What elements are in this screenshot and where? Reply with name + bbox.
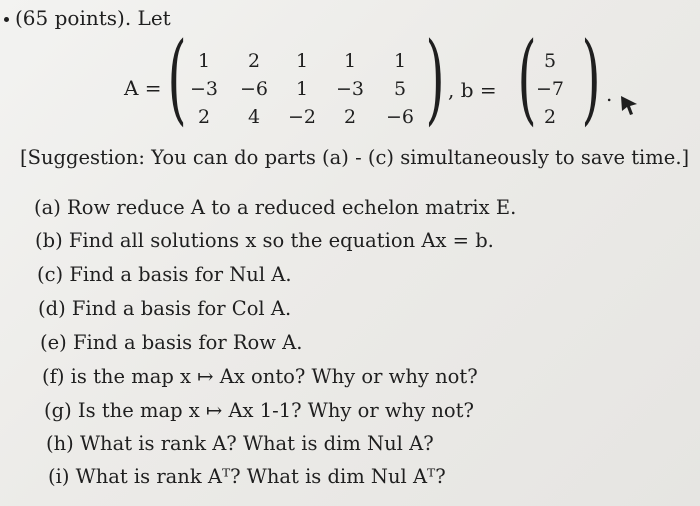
list-item: [34, 196, 516, 219]
matrix-cell: −6: [385, 106, 414, 128]
list-item: [40, 331, 302, 354]
list-item: [37, 263, 292, 286]
header-text: (65 points). Let: [15, 6, 171, 30]
part-text: Find a basis for Row A.: [72, 331, 303, 354]
vector-cell: −7: [535, 78, 564, 100]
matrix-a-label: A =: [124, 76, 162, 100]
matrix-left-paren: (: [167, 22, 187, 136]
part-text: Find a basis for Col A.: [71, 297, 292, 320]
part-text: is the map x ↦ Ax onto? Why or why not?: [70, 365, 478, 388]
vector-cell: 2: [543, 106, 557, 128]
part-text: Row reduce A to a reduced echelon matrix E.: [67, 196, 517, 219]
matrix-cell: −6: [239, 78, 268, 100]
list-item: [46, 432, 434, 455]
part-tag: (f): [42, 365, 65, 388]
part-tag: (i): [48, 465, 70, 488]
matrix-a: [182, 42, 422, 132]
matrix-cell: −2: [287, 106, 316, 128]
problem-header: [4, 6, 171, 30]
matrix-cell: −3: [189, 78, 218, 100]
list-item: [42, 365, 478, 388]
list-item: [48, 465, 446, 488]
bullet-dot: [4, 17, 9, 22]
vector-left-paren: (: [517, 22, 537, 136]
matrix-cell: 1: [295, 50, 309, 72]
vector-b: [530, 42, 570, 132]
matrix-cell: 1: [197, 50, 211, 72]
matrix-cell: 2: [343, 106, 357, 128]
list-item: [35, 229, 494, 252]
part-tag: (b): [35, 229, 63, 252]
matrix-cell: −3: [335, 78, 364, 100]
matrix-cell: 5: [393, 78, 407, 100]
vector-cell: 5: [543, 50, 557, 72]
part-text: Is the map x ↦ Ax 1-1? Why or why not?: [77, 399, 474, 422]
part-text: Find all solutions x so the equation Ax = b.: [68, 229, 494, 252]
matrix-cell: 1: [343, 50, 357, 72]
matrix-cell: 4: [247, 106, 261, 128]
matrix-right-paren: ): [425, 22, 445, 136]
part-tag: (c): [37, 263, 64, 286]
matrix-cell: 1: [393, 50, 407, 72]
matrix-cell: 2: [197, 106, 211, 128]
matrix-cell: 2: [247, 50, 261, 72]
suggestion-text: [Suggestion: You can do parts (a) - (c) simultaneously to save time.]: [20, 146, 690, 169]
part-tag: (h): [46, 432, 74, 455]
matrix-cell: 1: [295, 78, 309, 100]
mouse-pointer-icon: [618, 94, 640, 116]
vector-b-label: , b =: [448, 78, 497, 102]
part-text: What is rank A? What is dim Nul A?: [79, 432, 434, 455]
part-text: Find a basis for Nul A.: [69, 263, 292, 286]
vector-right-paren: ): [581, 22, 601, 136]
part-text: What is rank Aᵀ? What is dim Nul Aᵀ?: [75, 465, 446, 488]
list-item: [38, 297, 291, 320]
part-tag: (d): [38, 297, 66, 320]
part-tag: (g): [44, 399, 72, 422]
part-tag: (e): [40, 331, 67, 354]
part-tag: (a): [34, 196, 61, 219]
vector-period: .: [606, 82, 613, 106]
list-item: [44, 399, 474, 422]
